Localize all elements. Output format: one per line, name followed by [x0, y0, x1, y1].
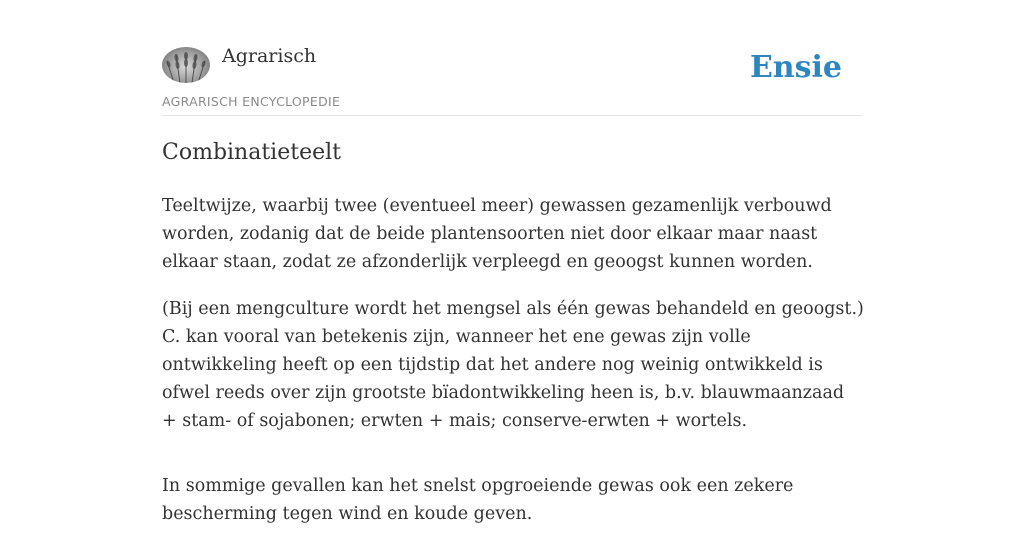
- article-paragraph: In sommige gevallen kan het snelst opgroeiende gewas ook een zekere bescherming tegen wind en koude geven.: [162, 476, 794, 524]
- site-name[interactable]: Agrarisch: [222, 45, 317, 67]
- site-header: [162, 0, 862, 116]
- page-title: Combinatieteelt: [162, 140, 341, 165]
- brand-logo[interactable]: Ensie: [749, 50, 842, 85]
- site-subtitle: AGRARISCH ENCYCLOPEDIE: [162, 94, 341, 109]
- page: [162, 0, 864, 524]
- article-paragraph: Teeltwijze, waarbij twee (eventueel meer) gewassen gezamenlijk verbouwd worden, zodanig dat de beide plantensoorten niet door elkaar maar naast elkaar staan, zodat ze afzonderlijk verpleegd en geoogst kunnen worden.: [162, 196, 832, 272]
- article-paragraph: (Bij een mengculture wordt het mengsel als één gewas behandeld en geoogst.) C. kan vooral van betekenis zijn, wanneer het ene gewas zijn volle ontwikkeling heeft op een tijdstip dat het andere nog weinig ontwikkeld is ofwel reeds over zijn grootste bïadontwikkeling heen is, b.v. blauwmaanzaad + stam- of sojabonen; erwten + mais; conserve-erwten + wortels.: [162, 299, 864, 431]
- wheat-ears-icon[interactable]: [162, 47, 210, 83]
- article-body: [162, 192, 864, 547]
